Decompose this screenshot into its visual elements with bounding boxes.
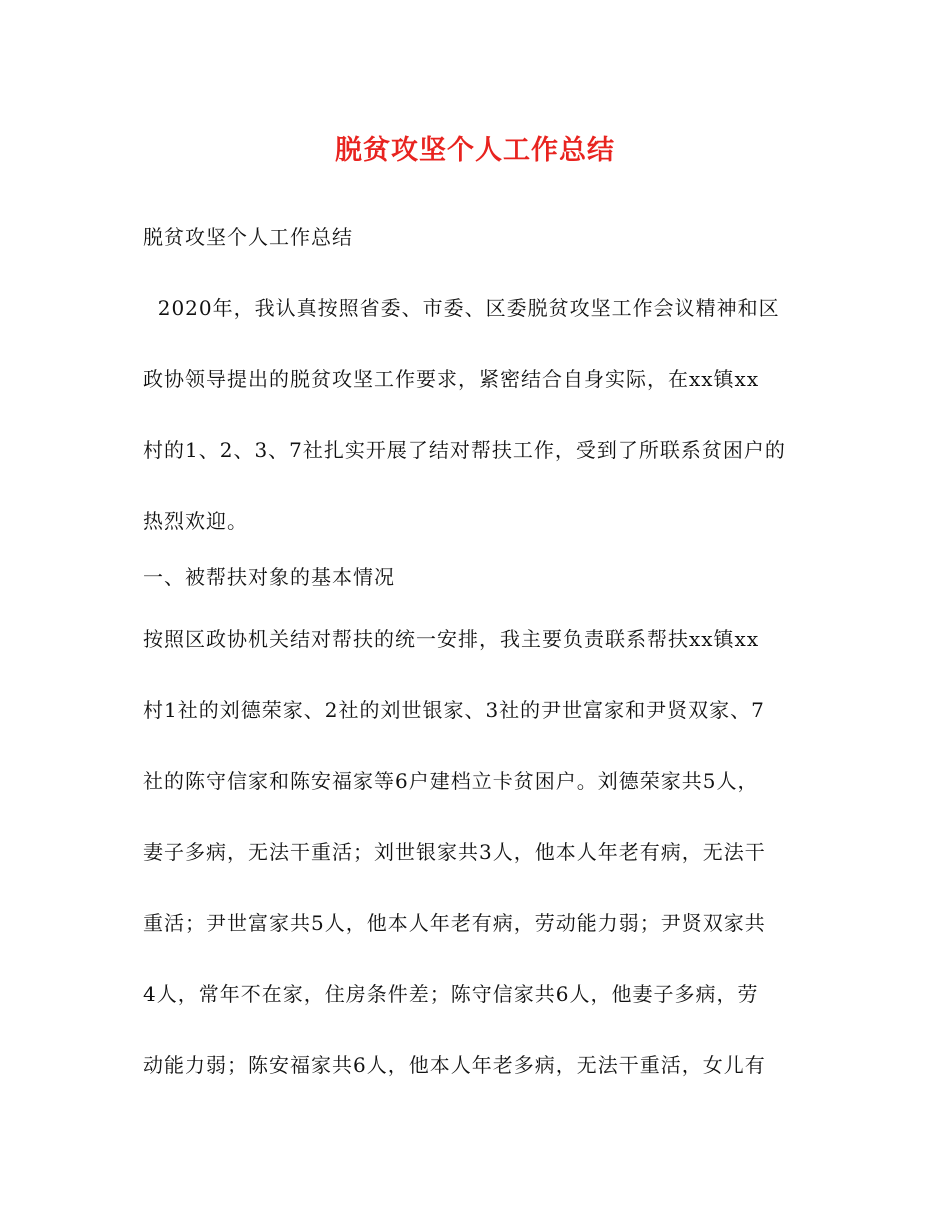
section-heading: 一、被帮扶对象的基本情况 <box>143 565 395 589</box>
paragraph-line: 社的陈守信家和陈安福家等6户建档立卡贫困户。刘德荣家共5人， <box>143 769 759 793</box>
paragraph-line: 4人，常年不在家，住房条件差；陈守信家共6人，他妻子多病，劳 <box>143 982 759 1006</box>
paragraph-line: 2020年，我认真按照省委、市委、区委脱贫攻坚工作会议精神和区 <box>143 296 780 320</box>
paragraph-line: 热烈欢迎。 <box>143 509 248 533</box>
paragraph-line: 村的1、2、3、7社扎实开展了结对帮扶工作，受到了所联系贫困户的 <box>143 438 786 462</box>
document-title: 脱贫攻坚个人工作总结 <box>335 135 615 166</box>
paragraph-line: 妻子多病，无法干重活；刘世银家共3人，他本人年老有病，无法干 <box>143 840 766 864</box>
paragraph-line: 重活；尹世富家共5人，他本人年老有病，劳动能力弱；尹贤双家共 <box>143 911 766 935</box>
paragraph-line: 按照区政协机关结对帮扶的统一安排，我主要负责联系帮扶xx镇xx <box>143 627 760 651</box>
subtitle-line: 脱贫攻坚个人工作总结 <box>143 225 353 249</box>
paragraph-line: 村1社的刘德荣家、2社的刘世银家、3社的尹世富家和尹贤双家、7 <box>143 698 765 722</box>
paragraph-line: 动能力弱；陈安福家共6人，他本人年老多病，无法干重活，女儿有 <box>143 1053 766 1077</box>
paragraph-line: 政协领导提出的脱贫攻坚工作要求，紧密结合自身实际，在xx镇xx <box>143 367 760 391</box>
